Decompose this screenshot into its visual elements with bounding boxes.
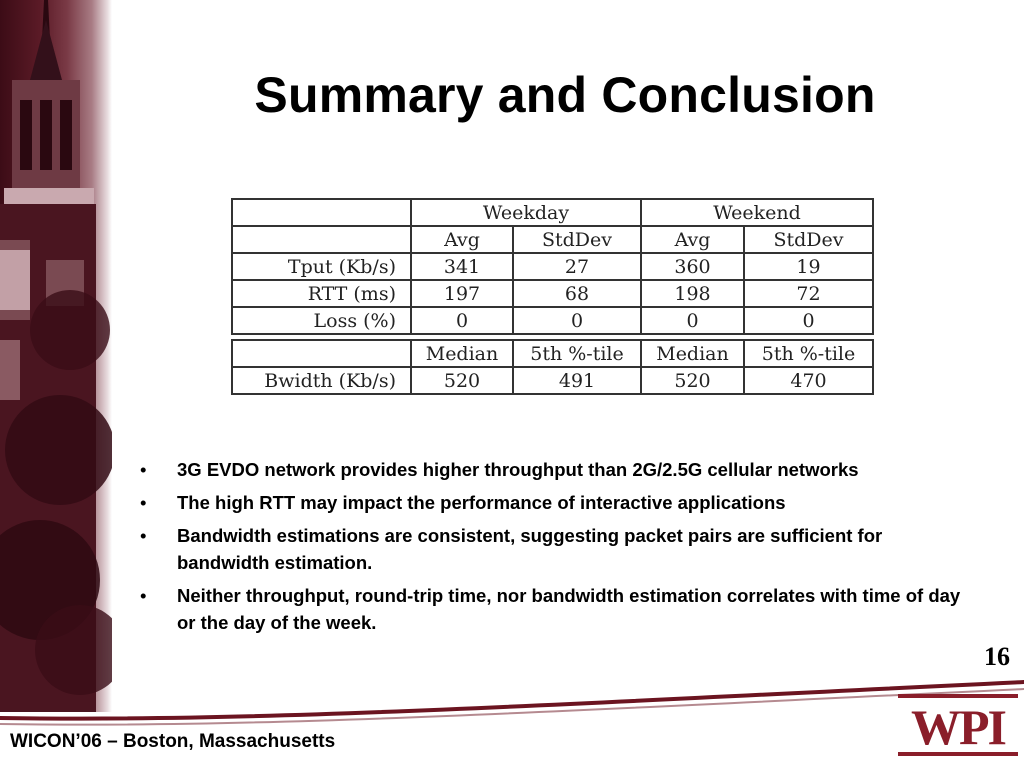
row-label: RTT (ms) [232,280,411,307]
bw-header: 5th %-tile [744,340,873,367]
bullet-text: Neither throughput, round-trip time, nor bandwidth estimation correlates with time of day or the day of the week. [177,585,961,633]
clock-tower-image [0,0,112,712]
table-empty-cell [232,340,411,367]
table-bw-header-row [232,340,873,367]
row-label: Bwidth (Kb/s) [232,367,411,394]
row-label: Loss (%) [232,307,411,334]
table-cell: 0 [744,307,873,334]
table-cell: 0 [513,307,641,334]
table-cell: 72 [744,280,873,307]
bullet-icon: • [140,525,147,546]
bullet-text: Bandwidth estimations are consistent, suggesting packet pairs are sufficient for bandwidth estimation. [177,525,883,573]
table-sub-header-row [232,226,873,253]
footer-divider [0,676,1024,736]
logo-text: WPI [911,699,1005,755]
page-number: 16 [984,642,1010,671]
table-cell: 27 [513,253,641,280]
table-row [232,367,873,394]
table-empty-cell [232,226,411,253]
table-cell: 68 [513,280,641,307]
bullet-text: The high RTT may impact the performance of interactive applications [177,492,786,513]
table-cell: 0 [411,307,513,334]
table-cell: 198 [641,280,744,307]
table-row [232,280,873,307]
table-row [232,253,873,280]
table-cell: 360 [641,253,744,280]
table-cell: 491 [513,367,641,394]
table-cell: 470 [744,367,873,394]
group-header-weekday: Weekday [411,199,641,226]
list-item [140,489,970,516]
bw-header: Median [641,340,744,367]
wpi-logo [896,690,1020,760]
bw-header: 5th %-tile [513,340,641,367]
results-table [231,198,872,395]
bullet-text: 3G EVDO network provides higher throughput than 2G/2.5G cellular networks [177,459,859,480]
list-item [140,456,970,483]
table-corner-cell [232,199,411,226]
table-cell: 0 [641,307,744,334]
table-cell: 197 [411,280,513,307]
table-cell: 520 [641,367,744,394]
side-photo [0,0,112,712]
slide-title: Summary and Conclusion [254,67,876,123]
table-group-header-row [232,199,873,226]
sub-header: StdDev [744,226,873,253]
bullet-icon: • [140,585,147,606]
list-item [140,582,970,636]
sub-header: Avg [411,226,513,253]
bullet-list [140,456,970,642]
group-header-weekend: Weekend [641,199,873,226]
sub-header: StdDev [513,226,641,253]
sub-header: Avg [641,226,744,253]
footer-conference: WICON’06 – Boston, Massachusetts [10,731,336,752]
bw-header: Median [411,340,513,367]
bullet-icon: • [140,459,147,480]
table-cell: 19 [744,253,873,280]
table-cell: 341 [411,253,513,280]
table-row [232,307,873,334]
bullet-icon: • [140,492,147,513]
row-label: Tput (Kb/s) [232,253,411,280]
list-item [140,522,970,576]
table-cell: 520 [411,367,513,394]
